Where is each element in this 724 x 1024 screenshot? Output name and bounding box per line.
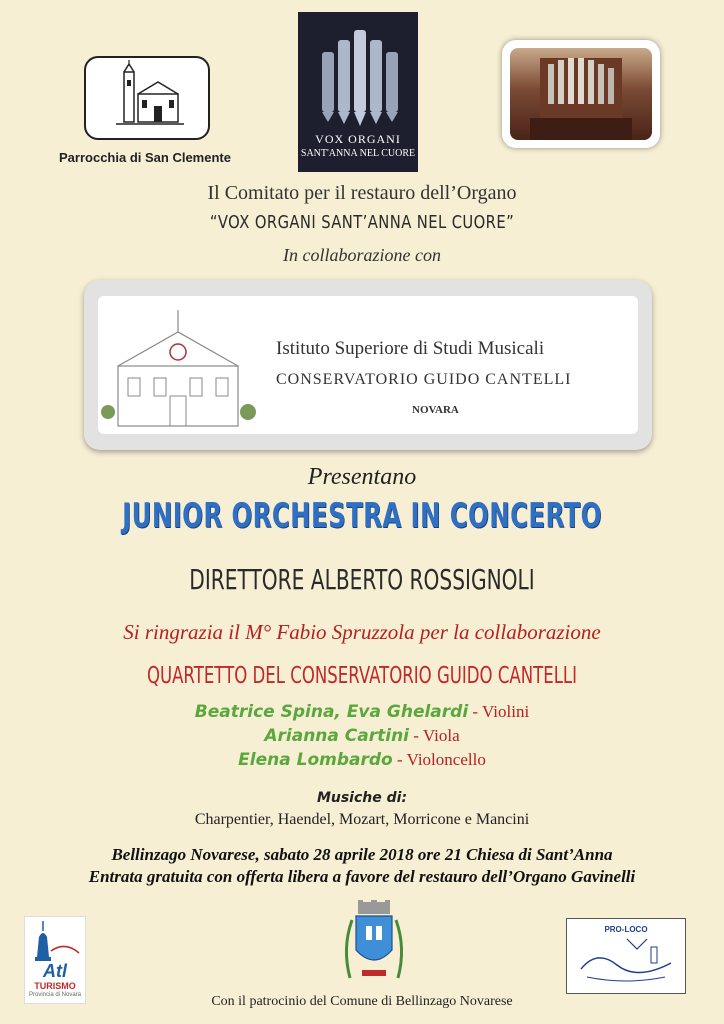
quartet-title: QUARTETTO DEL CONSERVATORIO GUIDO CANTELLI bbox=[146, 663, 578, 689]
vox-organi-name: “VOX ORGANI SANT’ANNA NEL CUORE” bbox=[209, 212, 515, 233]
event-entry-info: Entrata gratuita con offerta libera a favore del restauro dell’Organo Gavinelli bbox=[88, 867, 636, 886]
atl-logo-text: Atl bbox=[43, 961, 67, 981]
player-instrument: Violoncello bbox=[406, 750, 486, 769]
mole-antonelliana-icon bbox=[25, 917, 85, 963]
player-names: Arianna Cartini bbox=[264, 726, 410, 746]
pro-loco-emblem-icon bbox=[567, 919, 685, 993]
conservatory-city: NOVARA bbox=[412, 404, 459, 416]
organ-pipes-icon bbox=[298, 12, 418, 132]
church-icon bbox=[86, 58, 208, 138]
player-row: Arianna Cartini - Viola bbox=[264, 726, 460, 746]
player-instrument: Viola bbox=[422, 726, 460, 745]
player-names: Elena Lombardo bbox=[238, 750, 393, 770]
director-line: DIRETTORE ALBERTO ROSSIGNOLI bbox=[189, 563, 535, 596]
parish-logo bbox=[84, 56, 210, 140]
event-date-location: Bellinzago Novarese, sabato 28 aprile 2018 ore 21 Chiesa di Sant’Anna bbox=[111, 845, 613, 864]
vox-organi-logo bbox=[298, 12, 418, 172]
conservatory-name: CONSERVATORIO GUIDO CANTELLI bbox=[276, 371, 572, 388]
pro-loco-text: PRO-LOCO bbox=[604, 925, 648, 934]
thanks-line: Si ringrazia il M° Fabio Spruzzola per la collaborazione bbox=[123, 620, 601, 644]
patronage-line: Con il patrocinio del Comune di Bellinzago Novarese bbox=[211, 994, 513, 1009]
municipality-crest-icon bbox=[340, 898, 408, 986]
parish-name: Parrocchia di San Clemente bbox=[59, 150, 231, 165]
player-row: Beatrice Spina, Eva Ghelardi - Violini bbox=[194, 702, 530, 722]
composers-list: Charpentier, Haendel, Mozart, Morricone e Mancini bbox=[194, 811, 530, 828]
present-label: Presentano bbox=[307, 464, 417, 490]
player-instrument: Violini bbox=[482, 702, 530, 721]
conservatory-banner bbox=[84, 280, 652, 450]
conservatory-institute: Istituto Superiore di Studi Musicali bbox=[276, 338, 545, 359]
atl-turismo-logo bbox=[24, 916, 86, 1004]
player-row: Elena Lombardo - Violoncello bbox=[238, 750, 486, 770]
concert-title: JUNIOR ORCHESTRA IN CONCERTO bbox=[122, 496, 602, 536]
conservatory-building-icon bbox=[98, 296, 268, 434]
conservatory-logo bbox=[98, 296, 638, 434]
atl-logo-province: Provincia di Novara bbox=[28, 992, 82, 998]
music-label: Musiche di: bbox=[316, 790, 408, 806]
pro-loco-logo bbox=[566, 918, 686, 994]
player-names: Beatrice Spina, Eva Ghelardi bbox=[194, 702, 469, 722]
organ-photo bbox=[502, 40, 660, 148]
vox-logo-title: VOX ORGANI bbox=[315, 132, 401, 146]
vox-logo-subtitle: SANT'ANNA NEL CUORE bbox=[300, 148, 416, 159]
organ-image bbox=[510, 48, 652, 140]
committee-line: Il Comitato per il restauro dell’Organo bbox=[207, 182, 517, 204]
atl-logo-subtitle: TURISMO bbox=[34, 981, 76, 991]
collaboration-line: In collaborazione con bbox=[283, 245, 441, 265]
